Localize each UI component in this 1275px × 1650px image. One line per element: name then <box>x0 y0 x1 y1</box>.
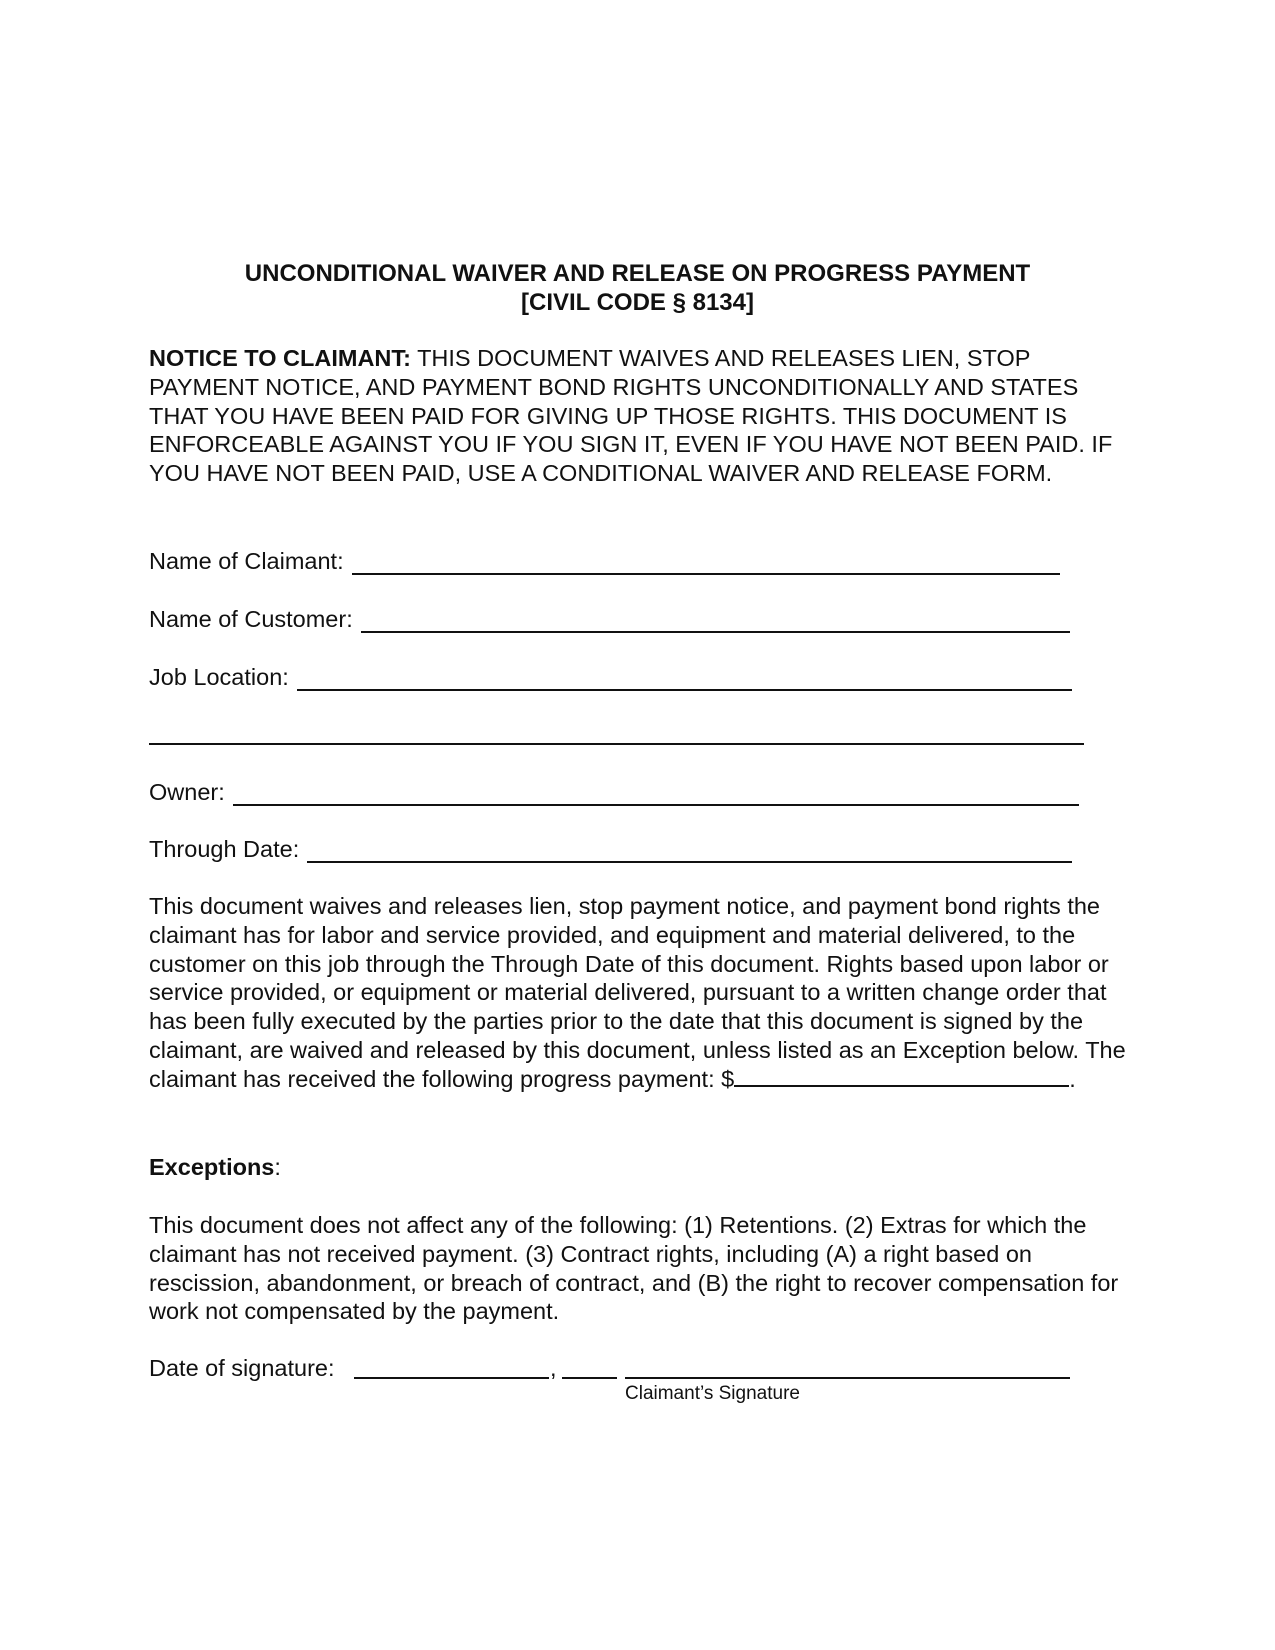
signature-year-line[interactable] <box>562 1377 617 1379</box>
through-date-label: Through Date: <box>149 836 300 862</box>
exceptions-colon: : <box>274 1154 281 1180</box>
owner-field <box>149 778 1079 806</box>
date-of-signature-label: Date of signature: <box>149 1355 335 1381</box>
notice-to-claimant <box>149 344 1119 488</box>
signature-date-comma: , <box>550 1355 557 1381</box>
waiver-body-text: This document waives and releases lien, stop payment notice, and payment bond rights the claimant has for labor and service provided, and equipment and material delivered, to the customer on this job through the Through Date of this document. Rights based upon labor or service provided, or equipment or material delivered, pursuant to a written change order that has been fully executed by the parties prior to the date that this document is signed by the claimant, are waived and released by this document, unless listed as an Exception below. The claimant has received the following progress payment: $ <box>149 893 1126 1092</box>
signature-date-line[interactable] <box>354 1377 549 1379</box>
job-location-second-line[interactable] <box>149 743 1084 745</box>
notice-text: THIS DOCUMENT WAIVES AND RELEASES LIEN, STOP PAYMENT NOTICE, AND PAYMENT BOND RIGHTS UNCONDITIONALLY AND STATES THAT YOU HAVE BEEN PAID FOR GIVING UP THOSE RIGHTS. THIS DOCUMENT IS ENFORCEABLE AGAINST YOU IF YOU SIGN IT, EVEN IF YOU HAVE NOT BEEN PAID. IF YOU HAVE NOT BEEN PAID, USE A CONDITIONAL WAIVER AND RELEASE FORM. <box>149 345 1113 487</box>
owner-label: Owner: <box>149 779 225 805</box>
waiver-body-end: . <box>1069 1065 1076 1092</box>
owner-input-line[interactable] <box>233 782 1079 806</box>
job-location-label: Job Location: <box>149 664 289 690</box>
claimant-field <box>149 547 1060 575</box>
claimant-input-line[interactable] <box>352 551 1060 575</box>
waiver-body-paragraph <box>149 892 1139 1094</box>
customer-label: Name of Customer: <box>149 606 353 632</box>
through-date-input-line[interactable] <box>307 839 1072 863</box>
document-subtitle: [CIVIL CODE § 8134] <box>521 289 754 316</box>
claimant-label: Name of Claimant: <box>149 548 344 574</box>
payment-amount-line[interactable] <box>734 1065 1069 1087</box>
exceptions-paragraph: This document does not affect any of the following: (1) Retentions. (2) Extras for which the claimant has not received payment. (3) Contract rights, including (A) a right based on rescission, abandonment, or breach of contract, and (B) the right to recover compensation for work not compensated by the payment. <box>149 1212 1119 1325</box>
job-location-input-line[interactable] <box>297 667 1072 691</box>
through-date-field <box>149 835 1072 863</box>
claimant-signature-caption: Claimant’s Signature <box>625 1383 800 1404</box>
document-title: UNCONDITIONAL WAIVER AND RELEASE ON PROGRESS PAYMENT <box>244 260 1031 287</box>
customer-input-line[interactable] <box>361 609 1070 633</box>
exceptions-heading <box>149 1153 1129 1182</box>
job-location-field <box>149 663 1072 691</box>
exceptions-label: Exceptions <box>149 1154 275 1180</box>
customer-field <box>149 605 1070 633</box>
claimant-signature-line[interactable] <box>625 1377 1070 1379</box>
notice-label: NOTICE TO CLAIMANT: <box>149 345 411 371</box>
